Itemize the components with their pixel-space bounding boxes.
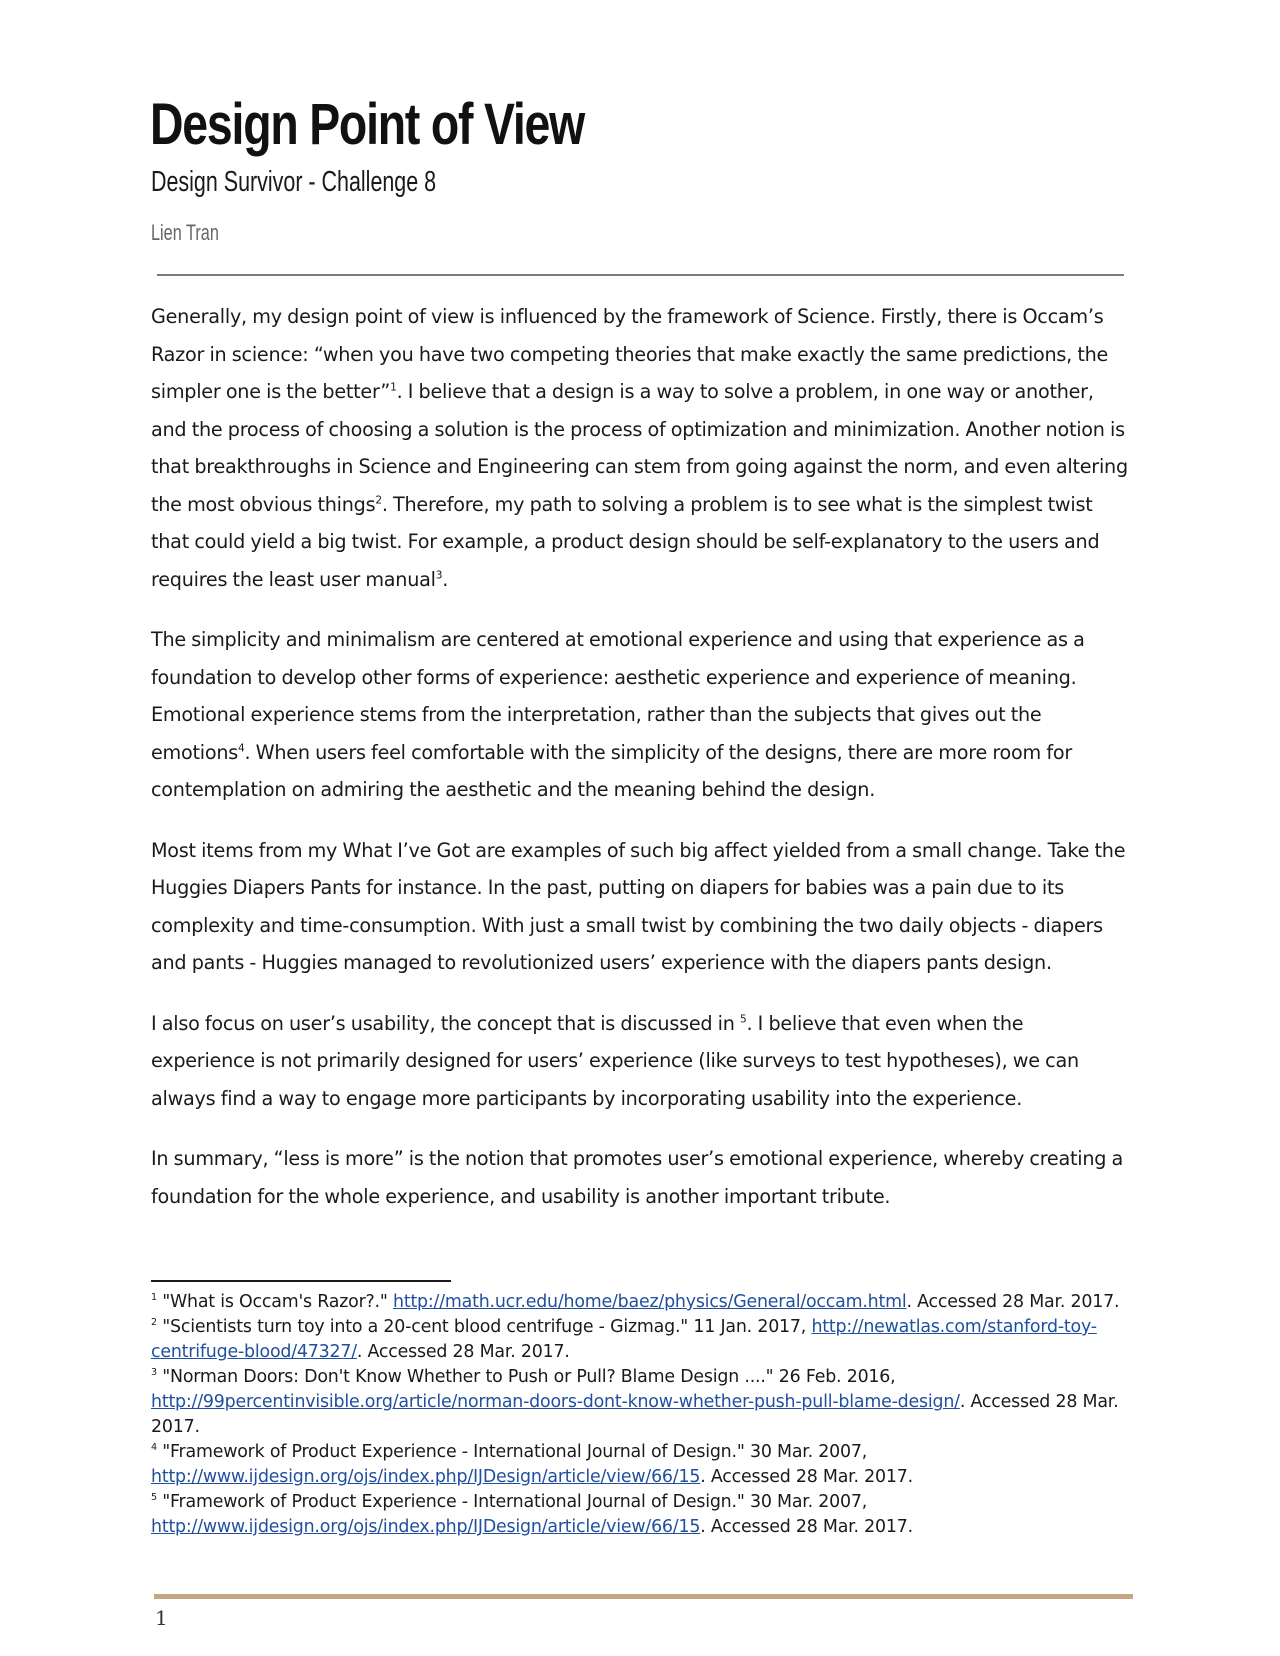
page-subtitle: Design Survivor - Challenge 8 [151, 166, 437, 198]
footnote-3: $^3$ "Norman Doors: Don't Know Whether to Push or Pull? Blame Design ...." 26 Feb. 2016, http://99percentinvisible.org/article/norman-doors-dont-know-whether-push-pull-blame-design/. Accessed 28 Mar. 2017. [151, 1367, 1119, 1437]
page-number: 1 [155, 1606, 168, 1630]
footnote-4: $^4$ "Framework of Product Experience - International Journal of Design." 30 Mar. 2007, http://www.ijdesign.org/ojs/index.php/IJDesign/article/view/66/15. Accessed 28 Mar. 2017. [151, 1442, 913, 1487]
footer-divider [154, 1594, 1133, 1599]
paragraph-1: Generally, my design point of view is influenced by the framework of Science. Firstly, there is Occam’s Razor in science: “when you have two competing theories that make exactly the same predictions, the simpler one is the better”$^1$. I believe that a design is a way to solve a problem, in one way or another, and the process of choosing a solution is the process of optimization and minimization. Another notion is that breakthroughs in Science and Engineering can stem from going against the norm, and even altering the most obvious things$^2$. Therefore, my path to solving a problem is to see what is the simplest twist that could yield a big twist. For example, a product design should be self-explanatory to the users and requires the least user manual$^3$. [151, 305, 1128, 591]
footnote-link-1[interactable]: http://math.ucr.edu/home/baez/physics/General/occam.html [393, 1292, 907, 1312]
paragraph-5: In summary, “less is more” is the notion that promotes user’s emotional experience, whereby creating a foundation for the whole experience, and usability is another important tribute. [151, 1147, 1124, 1208]
paragraph-3: Most items from my What I’ve Got are examples of such big affect yielded from a small change. Take the Huggies Diapers Pants for instance. In the past, putting on diapers for babies was a pain due to its complexity and time-consumption. With just a small twist by combining the two daily objects - diapers and pants - Huggies managed to revolutionized users’ experience with the diapers pants design. [151, 838, 1126, 974]
paragraph-2: The simplicity and minimalism are centered at emotional experience and using that experience as a foundation to develop other forms of experience: aesthetic experience and experience of meaning. Emotional experience stems from the interpretation, rather than the subjects that gives out the emotions$^4$. When users feel comfortable with the simplicity of the designs, there are more room for contemplation on admiring the aesthetic and the meaning behind the design. [151, 628, 1085, 801]
footnote-link-4[interactable]: http://www.ijdesign.org/ojs/index.php/IJDesign/article/view/66/15 [151, 1467, 701, 1487]
footnote-1: $^1$ "What is Occam's Razor?." http://math.ucr.edu/home/baez/physics/General/occam.html. Accessed 28 Mar. 2017. [151, 1292, 1120, 1312]
footnote-separator [151, 1280, 451, 1282]
footnote-5: $^5$ "Framework of Product Experience - International Journal of Design." 30 Mar. 2007, http://www.ijdesign.org/ojs/index.php/IJDesign/article/view/66/15. Accessed 28 Mar. 2017. [151, 1492, 913, 1537]
author-name: Lien Tran [151, 220, 219, 245]
footnote-ref-5[interactable]: 5 [740, 1013, 747, 1026]
paragraph-4: I also focus on user’s usability, the concept that is discussed in $^5$. I believe that even when the experience is not primarily designed for users’ experience (like surveys to test hypotheses), we can always find a way to engage more participants by incorporating usability into the experience. [151, 1011, 1079, 1110]
footnote-ref-2[interactable]: 2 [375, 494, 382, 507]
footnote-link-3[interactable]: http://99percentinvisible.org/article/norman-doors-dont-know-whether-push-pull-blame-design/ [151, 1392, 960, 1412]
page-title: Design Point of View [150, 92, 585, 157]
body-text [151, 298, 1131, 1238]
header-divider [157, 274, 1124, 276]
footnote-ref-1[interactable]: 1 [390, 381, 397, 394]
footnote-ref-4[interactable]: 4 [238, 742, 245, 755]
footnote-link-2[interactable]: http://newatlas.com/stanford-toy-centrifuge-blood/47327/ [151, 1317, 1097, 1362]
footnote-link-5[interactable]: http://www.ijdesign.org/ojs/index.php/IJDesign/article/view/66/15 [151, 1517, 701, 1537]
footnote-ref-3[interactable]: 3 [435, 569, 443, 582]
footnotes [151, 1290, 1141, 1540]
footnote-2: $^2$ "Scientists turn toy into a 20-cent blood centrifuge - Gizmag." 11 Jan. 2017, http://newatlas.com/stanford-toy-centrifuge-blood/47327/. Accessed 28 Mar. 2017. [151, 1317, 1097, 1362]
